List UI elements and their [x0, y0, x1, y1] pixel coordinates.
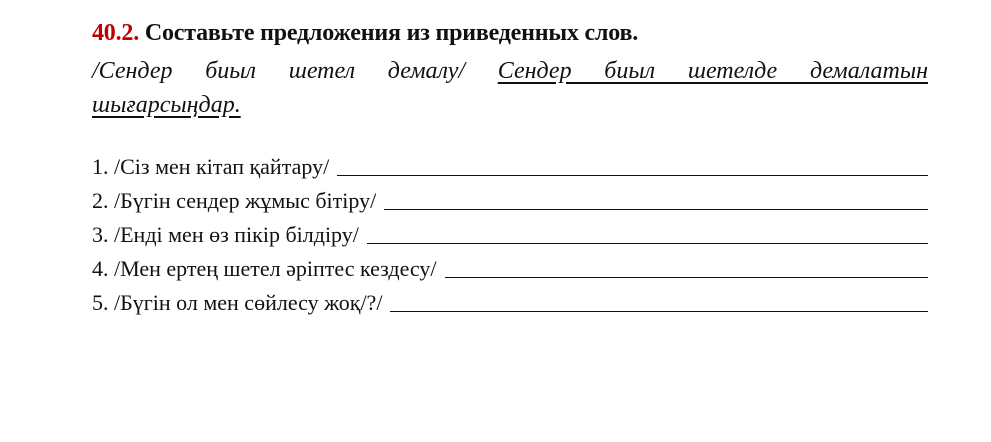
exercise-heading [92, 18, 928, 48]
item-label [92, 154, 329, 184]
list-item [92, 218, 928, 252]
item-number: 2. [92, 188, 109, 213]
list-item [92, 150, 928, 184]
item-number: 3. [92, 222, 109, 247]
answer-blank-line[interactable] [367, 242, 928, 244]
example-line-2 [92, 88, 928, 122]
exercise-block [92, 18, 928, 122]
example-answer-part1: Сендер биыл шетелде демалатын [497, 58, 928, 84]
exercise-instruction: Составьте предложения из приведенных слов. [144, 20, 639, 46]
answer-blank-line[interactable] [445, 276, 928, 278]
item-text: /Енді мен өз пікір білдіру/ [114, 222, 359, 247]
item-text: /Бүгін ол мен сөйлесу жоқ/?/ [114, 290, 383, 315]
item-label [92, 188, 376, 218]
item-number: 1. [92, 154, 109, 179]
exercise-list [92, 150, 928, 320]
example-line-1 [92, 54, 928, 88]
answer-blank-line[interactable] [337, 174, 928, 176]
item-number: 5. [92, 290, 109, 315]
item-number: 4. [92, 256, 109, 281]
example-answer-part2: шығарсыңдар. [92, 92, 241, 118]
item-label [92, 256, 437, 286]
answer-blank-line[interactable] [390, 310, 928, 312]
list-item [92, 286, 928, 320]
example-prompt: /Сендер биыл шетел демалу/ [92, 58, 466, 84]
item-text: /Бүгін сендер жұмыс бітіру/ [114, 188, 377, 213]
exercise-number: 40.2. [92, 20, 140, 46]
list-item [92, 184, 928, 218]
example-sentence [92, 54, 928, 122]
answer-blank-line[interactable] [384, 208, 928, 210]
item-text: /Мен ертең шетел әріптес кездесу/ [114, 256, 437, 281]
list-item [92, 252, 928, 286]
item-label [92, 290, 382, 320]
item-text: /Сіз мен кітап қайтару/ [114, 154, 330, 179]
item-label [92, 222, 359, 252]
